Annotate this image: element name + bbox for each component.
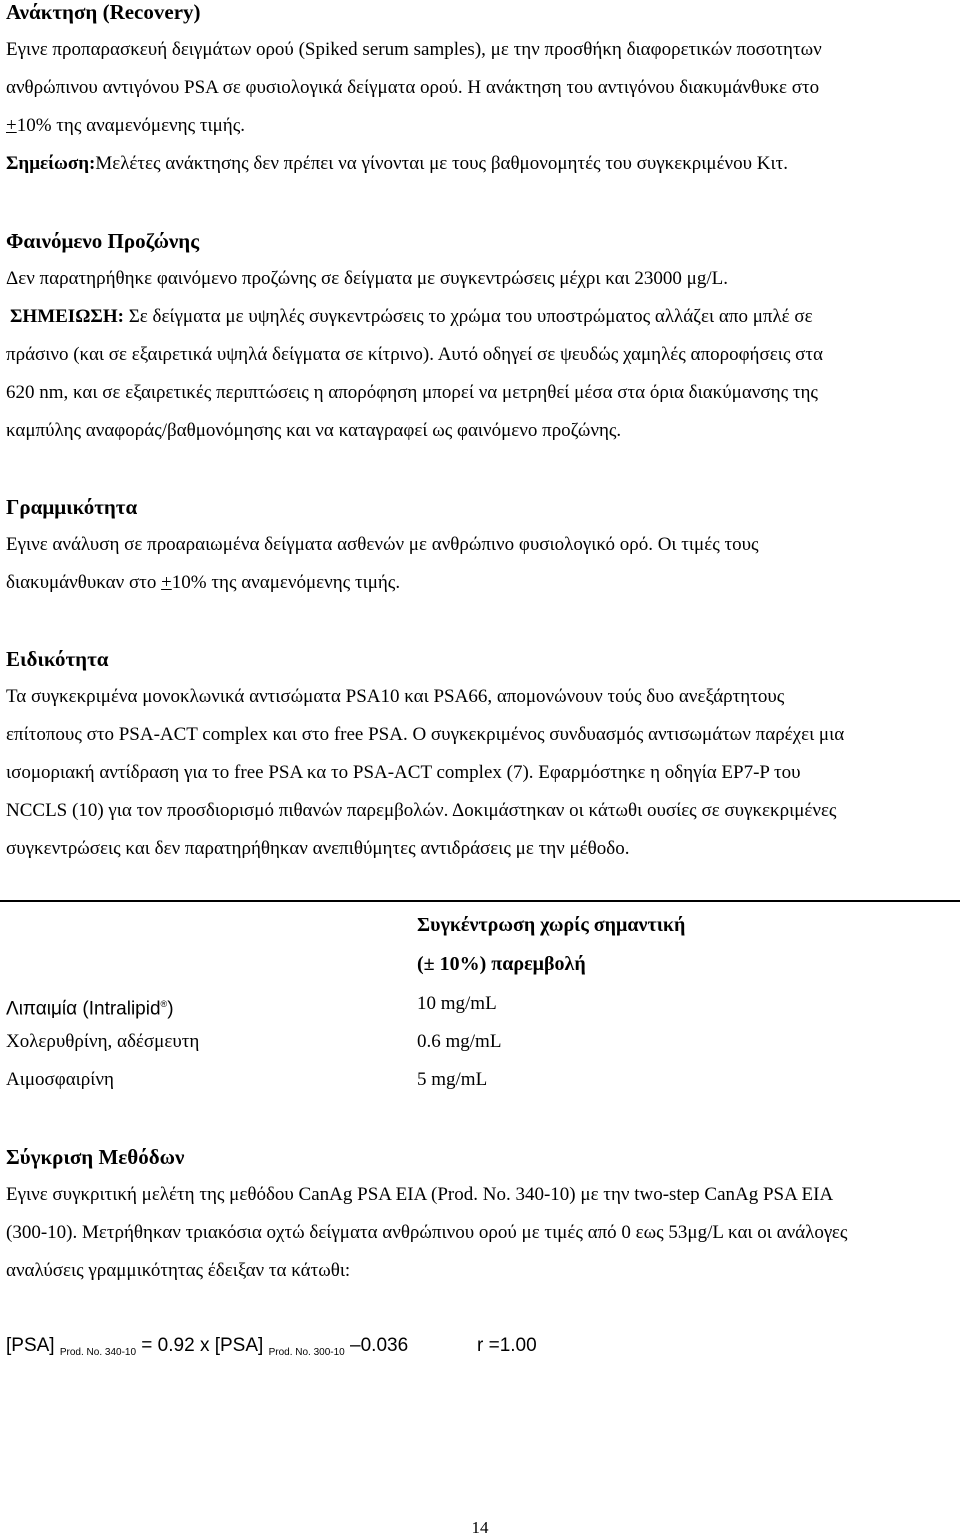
table-row-substance: Χολερυθρίνη, αδέσμευτη [6, 1031, 200, 1052]
linearity-line-2-pre: διακυμάνθυκαν στο [6, 572, 162, 593]
specificity-section [6, 640, 844, 868]
table-header-line-2: (± 10%) παρεμβολή [417, 953, 586, 975]
recovery-line-2: ανθρώπινου αντιγόνου PSA σε φυσιολογικά δείγματα ορού. Η ανάκτηση του αντιγόνου διακυμάνθυκε στο [6, 77, 820, 98]
equation-subscript-2: Prod. No. 300-10 [268, 1347, 345, 1358]
specificity-line-1: Τα συγκεκριμένα μονοκλωνικά αντισώματα PSA10 και PSA66, απομονώνουν τούς δυο ανεξάρτητους [6, 686, 785, 707]
linearity-line-2 [6, 564, 759, 602]
method-comparison-line-2: (300-10). Μετρήθηκαν τριακόσια οχτώ δείγματα ανθρώπινου ορού με τιμές από 0 εως 53μg/L και οι ανάλογες [6, 1222, 848, 1243]
method-comparison-line-1: Εγινε συγκριτική μελέτη της μεθόδου CanAg PSA EIA (Prod. No. 340-10) με την two-step CanAg PSA EIA [6, 1184, 834, 1205]
prozone-heading: Φαινόμενο Προζώνης [6, 229, 200, 253]
method-comparison-section [6, 1138, 847, 1290]
equation-psa-1: [PSA] [6, 1335, 60, 1356]
prozone-note-line-3: 620 nm, και σε εξαιρετικές περιπτώσεις η απορόφηση μπορεί να μετρηθεί μέσα στα όρια διακύμανσης της [6, 382, 818, 403]
regression-equation [6, 1327, 408, 1365]
table-row-concentration: 5 mg/mL [417, 1069, 488, 1090]
recovery-note-label: Σημείωση: [6, 153, 96, 174]
correlation-coefficient: r =1.00 [477, 1335, 537, 1356]
specificity-line-4: NCCLS (10) για τον προσδιορισμό πιθανών παρεμβολών. Δοκιμάστηκαν οι κάτωθι ουσίες σε συγκεκριμένες [6, 800, 837, 821]
substance-close-paren: ) [167, 998, 174, 1020]
equation-subscript-1: Prod. No. 340-10 [59, 1347, 137, 1358]
specificity-heading: Ειδικότητα [6, 647, 109, 671]
linearity-line-1: Εγινε ανάλυση σε προαραιωμένα δείγματα ασθενών με ανθρώπινο φυσιολογικό ορό. Οι τιμές τους [6, 534, 759, 555]
specificity-line-5: συγκεντρώσεις και δεν παρατηρήθηκαν ανεπιθύμητες αντιδράσεις με την μέθοδο. [6, 838, 630, 859]
recovery-line-3-text: 10% της αναμενόμενης τιμής. [16, 115, 246, 136]
specificity-line-2: επίτοπους στο PSA-ACT complex και στο free PSA. Ο συγκεκριμένος συνδυασμός αντισωμάτων παρέχει μια [6, 724, 845, 745]
prozone-note-line-4: καμπύλης αναφοράς/βαθμονόμησης και να καταγραφεί ως φαινόμενο προζώνης. [6, 420, 622, 441]
table-row-substance [6, 985, 174, 1023]
linearity-line-2-text: 10% της αναμενόμενης τιμής. [171, 572, 401, 593]
recovery-line-1: Εγινε προπαρασκευή δειγμάτων ορού (Spiked serum samples), με την προσθήκη διαφορετικών ποσοτητων [6, 39, 822, 60]
plus-minus-sign: + [6, 115, 17, 136]
prozone-section [6, 222, 823, 450]
page-number: 14 [471, 1518, 489, 1537]
recovery-section [6, 0, 822, 183]
substance-name: Λιπαιμία (Intralipid [6, 998, 161, 1020]
prozone-note-line-2: πράσινο (και σε εξαιρετικά υψηλά δείγματα σε κίτρινο). Αυτό οδηγεί σε ψευδώς χαμηλές απορoφήσεις στα [6, 344, 823, 365]
linearity-heading: Γραμμικότητα [6, 495, 138, 519]
linearity-section [6, 488, 759, 602]
recovery-note [6, 145, 822, 183]
table-row-concentration: 0.6 mg/mL [417, 1031, 502, 1052]
recovery-heading: Ανάκτηση (Recovery) [6, 0, 201, 24]
specificity-line-3: ισομοριακή αντίδραση για το free PSA κα το PSA-ACT complex (7). Εφαρμόστηκε η οδηγία EP7-P του [6, 762, 801, 783]
table-row-substance: Αιμοσφαιρίνη [6, 1069, 114, 1090]
recovery-line-3 [6, 107, 822, 145]
plus-minus-sign: + [161, 572, 172, 593]
method-comparison-heading: Σύγκριση Μεθόδων [6, 1145, 185, 1169]
prozone-note-line-1 [6, 298, 823, 336]
prozone-note-label: ΣΗΜΕΙΩΣΗ: [10, 306, 124, 327]
equation-middle: = 0.92 x [PSA] [136, 1335, 269, 1356]
table-top-rule [0, 900, 960, 902]
registered-mark: ® [160, 999, 168, 1009]
prozone-note-text-1: Σε δείγματα με υψηλές συγκεντρώσεις το χρώμα του υποστρώματος αλλάζει απο μπλέ σε [128, 306, 813, 327]
method-comparison-line-3: αναλύσεις γραμμικότητας έδειξαν τα κάτωθι: [6, 1260, 351, 1281]
recovery-note-text: Μελέτες ανάκτησης δεν πρέπει να γίνονται με τους βαθμονομητές του συγκεκριμένου Κιτ. [95, 153, 789, 174]
prozone-line-1: Δεν παρατηρήθηκε φαινόμενο προζώνης σε δείγματα με συγκεντρώσεις μέχρι και 23000 μg/L. [6, 268, 728, 289]
table-header-line-1: Συγκέντρωση χωρίς σημαντική [417, 914, 686, 936]
equation-tail: –0.036 [344, 1335, 409, 1356]
table-row-concentration: 10 mg/mL [417, 993, 497, 1014]
